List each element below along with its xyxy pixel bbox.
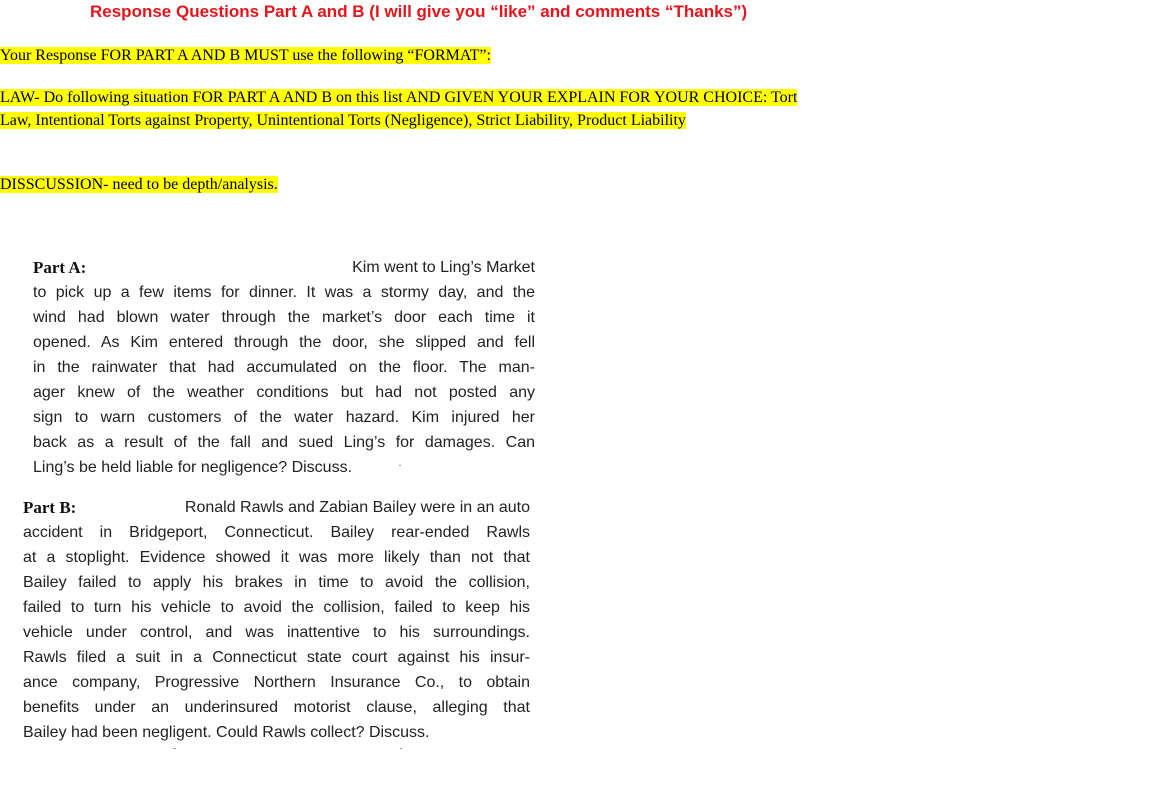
law-instruction-text: LAW- Do following situation FOR PART A AND B on this list AND GIVEN YOUR EXPLAIN FOR YOUR CHOICE: Tort Law, Intentional Torts against Property, Unintentional Torts (Negligence), Strict Liability, Product Liability [0,89,798,129]
discussion-instruction-text: DISSCUSSION- need to be depth/analysis. [0,176,278,193]
part-b-line: at a stoplight. Evidence showed it was more likely than not that [23,549,530,566]
part-a-line: opened. As Kim entered through the door, she slipped and fell [33,334,535,351]
scan-speck [173,748,176,749]
part-a-first-line [33,255,535,280]
law-instruction [0,86,830,132]
part-b-line: Rawls filed a suit in a Connecticut state court against his insur- [23,649,530,666]
part-a-line: Ling’s be held liable for negligence? Discuss. [33,459,353,476]
discussion-instruction [0,173,830,196]
part-a-line: back as a result of the fall and sued Ling’s for damages. Can [33,434,535,451]
scan-speck [399,465,401,466]
part-a-line: ager knew of the weather conditions but had not posted any [33,384,535,401]
part-b-question [23,495,530,745]
format-instruction-text: Your Response FOR PART A AND B MUST use the following “FORMAT”: [0,47,491,64]
part-b-line: benefits under an underinsured motorist clause, alleging that [23,699,530,716]
part-b-first-line-text: Ronald Rawls and Zabian Bailey were in an auto [184,499,530,516]
part-b-line: failed to turn his vehicle to avoid the collision, failed to keep his [23,599,530,616]
part-a-line: in the rainwater that had accumulated on the floor. The man- [33,359,535,376]
part-a-first-line-text: Kim went to Ling’s Market [352,259,535,276]
part-b-line: accident in Bridgeport, Connecticut. Bailey rear-ended Rawls [23,524,530,541]
scan-speck [400,748,402,749]
part-a-question [33,255,535,480]
part-b-label: Part B: [23,498,77,517]
part-b-line: Bailey had been negligent. Could Rawls collect? Discuss. [23,724,430,741]
part-b-line: ance company, Progressive Northern Insurance Co., to obtain [23,674,530,691]
page-title: Response Questions Part A and B (I will give you “like” and comments “Thanks”) [90,2,748,21]
part-a-line: to pick up a few items for dinner. It was a stormy day, and the [33,284,535,301]
format-instruction [0,44,830,67]
part-b-line: Bailey failed to apply his brakes in time to avoid the collision, [23,574,530,591]
part-a-label: Part A: [33,258,87,277]
part-b-first-line [23,495,530,520]
part-b-line: vehicle under control, and was inattentive to his surroundings. [23,624,530,641]
part-a-line: wind had blown water through the market’s door each time it [33,309,535,326]
part-a-line: sign to warn customers of the water hazard. Kim injured her [33,409,535,426]
